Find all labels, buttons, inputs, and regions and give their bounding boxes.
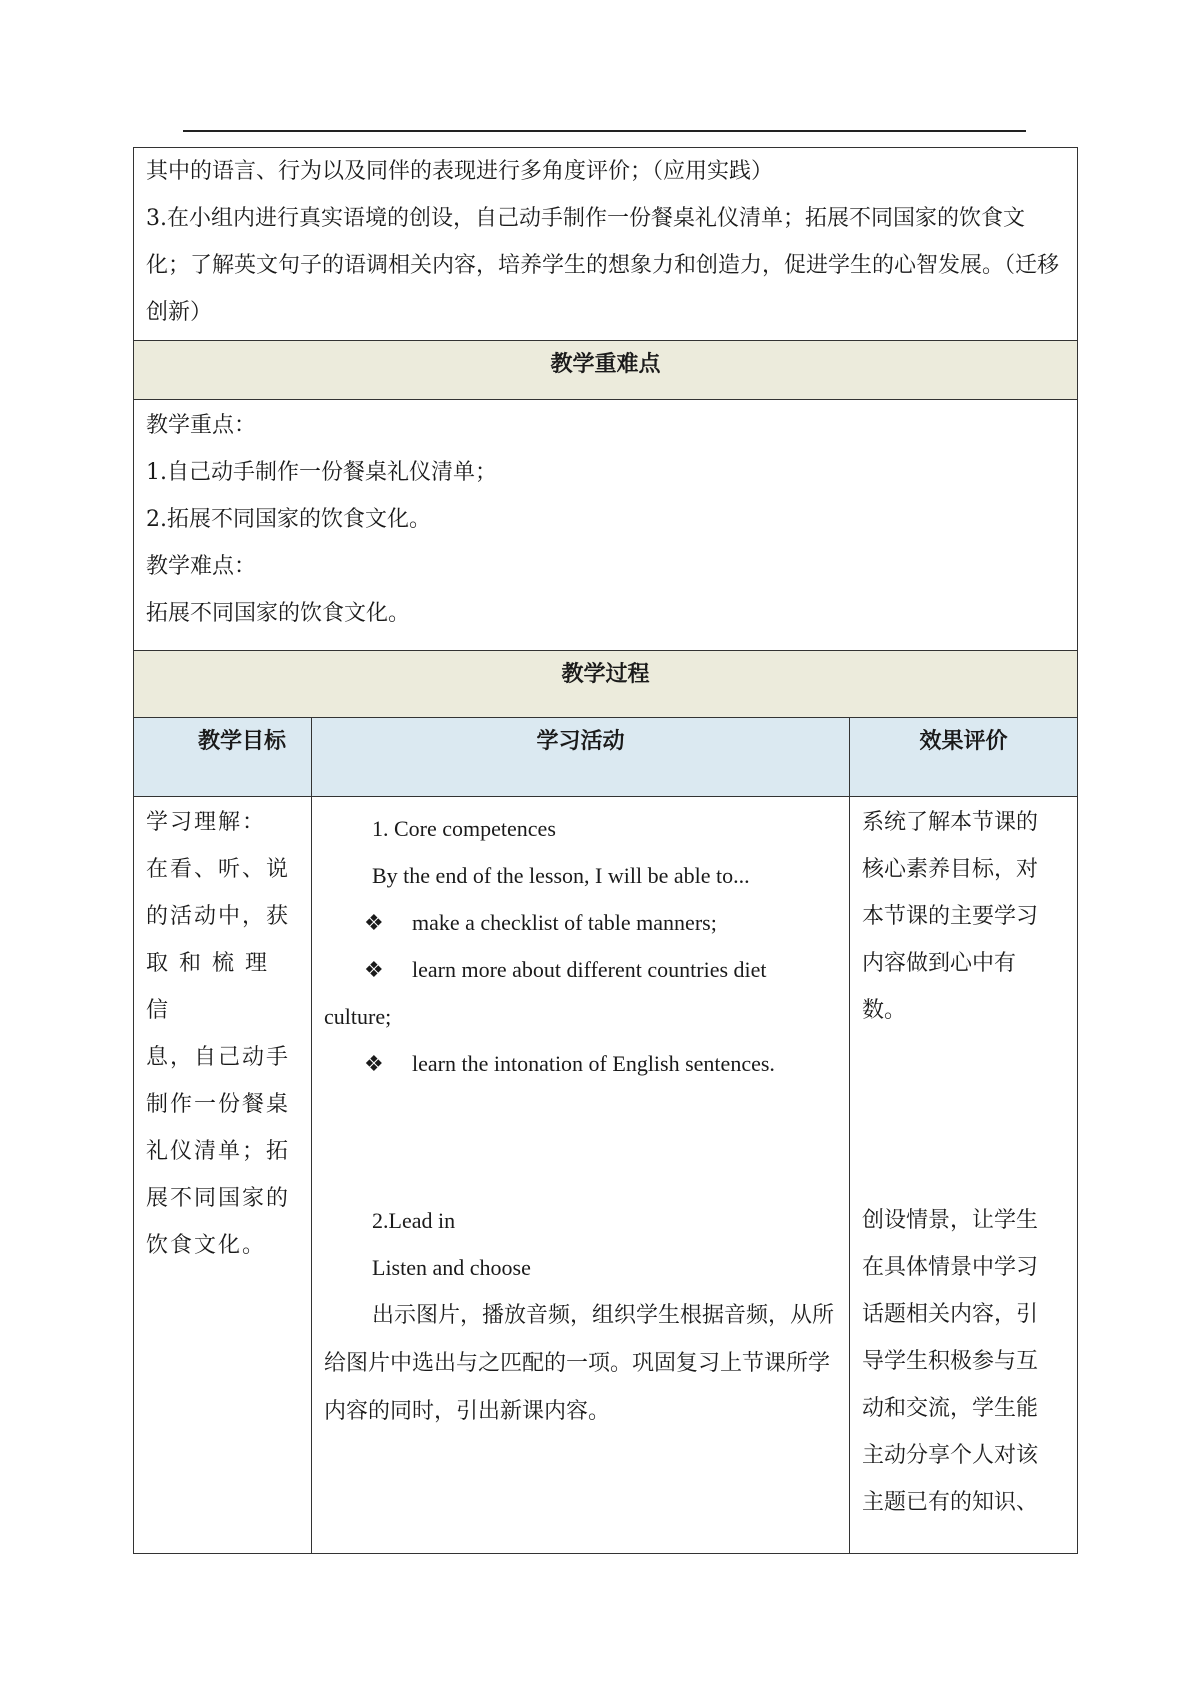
evaluation-line: 内容做到心中有 bbox=[862, 951, 1017, 976]
goal-line: 礼仪清单；拓 bbox=[146, 1139, 291, 1164]
focus-item-1: 1.自己动手制作一份餐桌礼仪清单； bbox=[146, 460, 497, 485]
lesson-plan-table bbox=[133, 147, 1078, 1554]
focus-label: 教学重点： bbox=[146, 413, 257, 438]
objective-item bbox=[324, 1040, 837, 1087]
goal-line: 取 和 梳 理 信 bbox=[146, 951, 269, 1023]
evaluation-line: 导学生积极参与互 bbox=[862, 1349, 1039, 1374]
column-header-row bbox=[134, 718, 1078, 797]
goal-line: 息，自己动手 bbox=[146, 1045, 291, 1070]
lead-in-heading: 2.Lead in bbox=[372, 1208, 456, 1233]
diamond-bullet-icon: ❖ bbox=[364, 1051, 384, 1076]
intro-line-1: 其中的语言、行为以及同伴的表现进行多角度评价；（应用实践） bbox=[146, 159, 774, 184]
objective-text: make a checklist of table manners; bbox=[412, 910, 717, 935]
intro-row bbox=[134, 148, 1078, 341]
evaluation-line: 核心素养目标，对 bbox=[862, 857, 1039, 882]
evaluation-line: 主题已有的知识、 bbox=[862, 1490, 1039, 1515]
section-key-points-title: 教学重难点 bbox=[134, 341, 1078, 400]
section-key-points-header bbox=[134, 341, 1078, 400]
objective-text: learn more about different countries diet bbox=[412, 957, 767, 982]
objective-item bbox=[324, 946, 837, 993]
evaluation-cell bbox=[850, 797, 1078, 1554]
section-process-title: 教学过程 bbox=[134, 651, 1078, 718]
focus-item-2: 2.拓展不同国家的饮食文化。 bbox=[146, 507, 431, 532]
objective-text-continued: culture; bbox=[324, 1004, 392, 1029]
goal-line: 的活动中，获 bbox=[146, 904, 291, 929]
objective-text: learn the intonation of English sentences. bbox=[412, 1051, 775, 1076]
evaluation-line: 数。 bbox=[862, 998, 907, 1023]
difficulty-item-1: 拓展不同国家的饮食文化。 bbox=[146, 601, 411, 626]
goal-line: 学习理解： bbox=[146, 810, 267, 835]
intro-line-2: 3.在小组内进行真实语境的创设，自己动手制作一份餐桌礼仪清单；拓展不同国家的饮食文化；了解英文句子的语调相关内容，培养学生的想象力和创造力，促进学生的心智发展。（迁移创新） bbox=[146, 206, 1060, 325]
evaluation-line: 话题相关内容，引 bbox=[862, 1302, 1039, 1327]
core-competences-heading: 1. Core competences bbox=[372, 816, 556, 841]
goal-cell bbox=[134, 797, 312, 1554]
column-header-activity: 学习活动 bbox=[312, 718, 850, 797]
evaluation-line: 在具体情景中学习 bbox=[862, 1255, 1039, 1280]
evaluation-line: 动和交流，学生能 bbox=[862, 1396, 1039, 1421]
diamond-bullet-icon: ❖ bbox=[364, 957, 384, 982]
goal-line: 饮食文化。 bbox=[146, 1233, 267, 1258]
section-process-header bbox=[134, 651, 1078, 718]
intro-cell bbox=[134, 148, 1078, 341]
diamond-bullet-icon: ❖ bbox=[364, 910, 384, 935]
evaluation-line: 主动分享个人对该 bbox=[862, 1443, 1039, 1468]
key-points-row bbox=[134, 400, 1078, 651]
spacer bbox=[862, 1034, 1065, 1197]
column-header-evaluation: 效果评价 bbox=[850, 718, 1078, 797]
activity-cell bbox=[312, 797, 850, 1554]
difficulty-label: 教学难点： bbox=[146, 554, 257, 579]
evaluation-line: 创设情景，让学生 bbox=[862, 1208, 1039, 1233]
objective-item bbox=[324, 899, 837, 946]
goal-line: 在看、听、说 bbox=[146, 857, 291, 882]
lead-in-description: 出示图片，播放音频，组织学生根据音频，从所给图片中选出与之匹配的一项。巩固复习上节课所学内容的同时，引出新课内容。 bbox=[324, 1302, 835, 1423]
column-header-goal: 教学目标 bbox=[134, 718, 312, 797]
key-points-cell bbox=[134, 400, 1078, 651]
goal-line: 制作一份餐桌 bbox=[146, 1092, 291, 1117]
objectives-intro: By the end of the lesson, I will be able to... bbox=[372, 863, 750, 888]
evaluation-line: 本节课的主要学习 bbox=[862, 904, 1039, 929]
spacer bbox=[324, 1087, 837, 1197]
header-rule bbox=[183, 130, 1026, 132]
goal-line: 展不同国家的 bbox=[146, 1186, 291, 1211]
process-row bbox=[134, 797, 1078, 1554]
lead-in-subheading: Listen and choose bbox=[372, 1255, 531, 1280]
evaluation-line: 系统了解本节课的 bbox=[862, 810, 1039, 835]
